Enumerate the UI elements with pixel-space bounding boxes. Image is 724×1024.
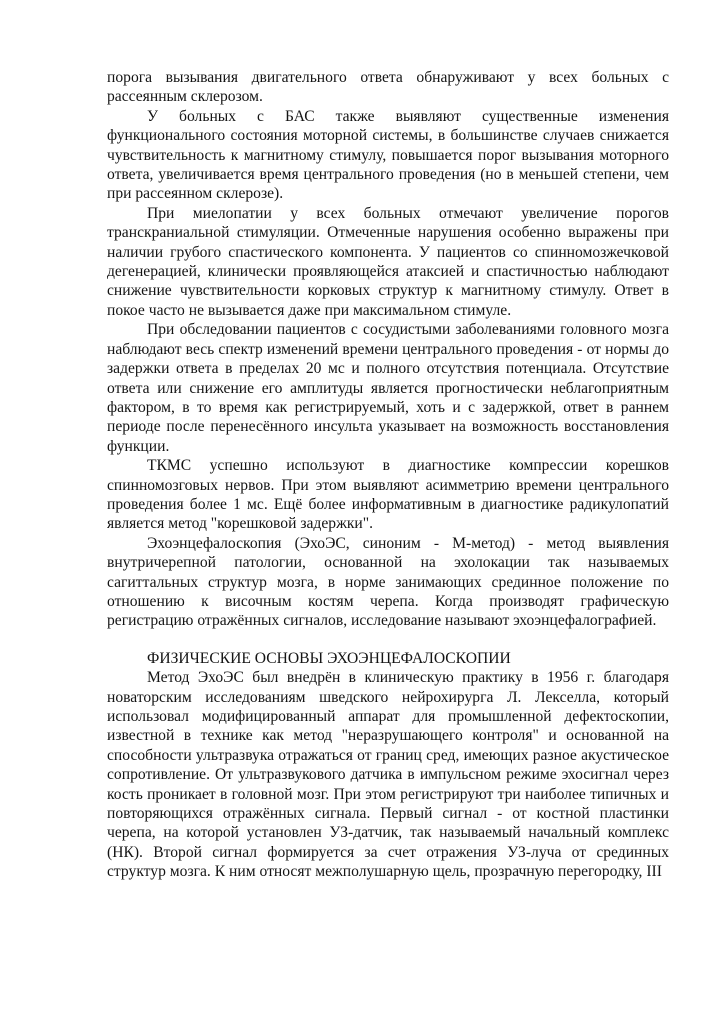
document-body: [107, 68, 669, 882]
section-title: ФИЗИЧЕСКИЕ ОСНОВЫ ЭХОЭНЦЕФАЛОСКОПИИ: [147, 649, 511, 667]
paragraph-tkms-radiculopathy: ТКМС успешно используют в диагностике компрессии корешков спинномозговых нервов. При этом выявляют асимметрию времени центрального проведения более 1 мс. Ещё более информативным в диагностике радикулопатий является метод "корешковой задержки".: [107, 457, 669, 533]
paragraph-echoes-definition: Эхоэнцефалоскопия (ЭхоЭС, синоним - М-метод) - метод выявления внутричерепной патологии, основанной на эхолокации так называемых сагиттальных структур мозга, в норме занимающих срединное положение по отношению к височным костям черепа. Когда производят графическую регистрацию отражённых сигналов, исследование называют эхоэнцефалографией.: [107, 534, 669, 630]
paragraph-als: У больных с БАС также выявляют существенные изменения функционального состояния моторной системы, в большинстве случаев снижается чувствительность к магнитному стимулу, повышается порог вызывания моторного ответа, увеличивается время центрального проведения (но в меньшей степени, чем при рассеянном склерозе).: [107, 107, 669, 203]
paragraph-vascular: При обследовании пациентов с сосудистыми заболеваниями головного мозга наблюдают весь спектр изменений времени центрального проведения - от нормы до задержки ответа в пределах 20 мс и полного отсутствия потенциала. Отсутствие ответа или снижение его амплитуды является прогностически неблагоприятным фактором, в то время как регистрируемый, хоть и с задержкой, ответ в раннем периоде после перенесённого инсульта указывает на возможность восстановления функции.: [107, 321, 669, 455]
paragraph-continuation: порога вызывания двигательного ответа обнаруживают у всех больных с рассеянным склерозом.: [107, 69, 669, 106]
paragraph-echoes-method: Метод ЭхоЭС был внедрён в клиническую практику в 1956 г. благодаря новаторским исследованиям шведского нейрохирурга Л. Лекселла, который использовал модифицированный аппарат для промышленной дефектоскопии, известной в технике как метод "неразрушающего контроля" и основанной на способности ультразвука отражаться от границ сред, имеющих разное акустическое сопротивление. От ультразвукового датчика в импульсном режиме эхосигнал через кость проникает в головной мозг. При этом регистрируют три наиболее типичных и повторяющихся отражённых сигнала. Первый сигнал - от костной пластинки черепа, на которой установлен УЗ-датчик, так называемый начальный комплекс (НК). Второй сигнал формируется за счет отражения УЗ-луча от срединных структур мозга. К ним относят межполушарную щель, прозрачную перегородку, III: [107, 669, 669, 881]
paragraph-myelopathy: При миелопатии у всех больных отмечают увеличение порогов транскраниальной стимуляции. Отмеченные нарушения особенно выражены при наличии грубого спастического компонента. У пациентов со спинномозжечковой дегенерацией, клинически проявляющейся атаксией и спастичностью наблюдают снижение чувствительности корковых структур к магнитному стимулу. Ответ в покое часто не вызывается даже при максимальном стимуле.: [107, 204, 669, 319]
